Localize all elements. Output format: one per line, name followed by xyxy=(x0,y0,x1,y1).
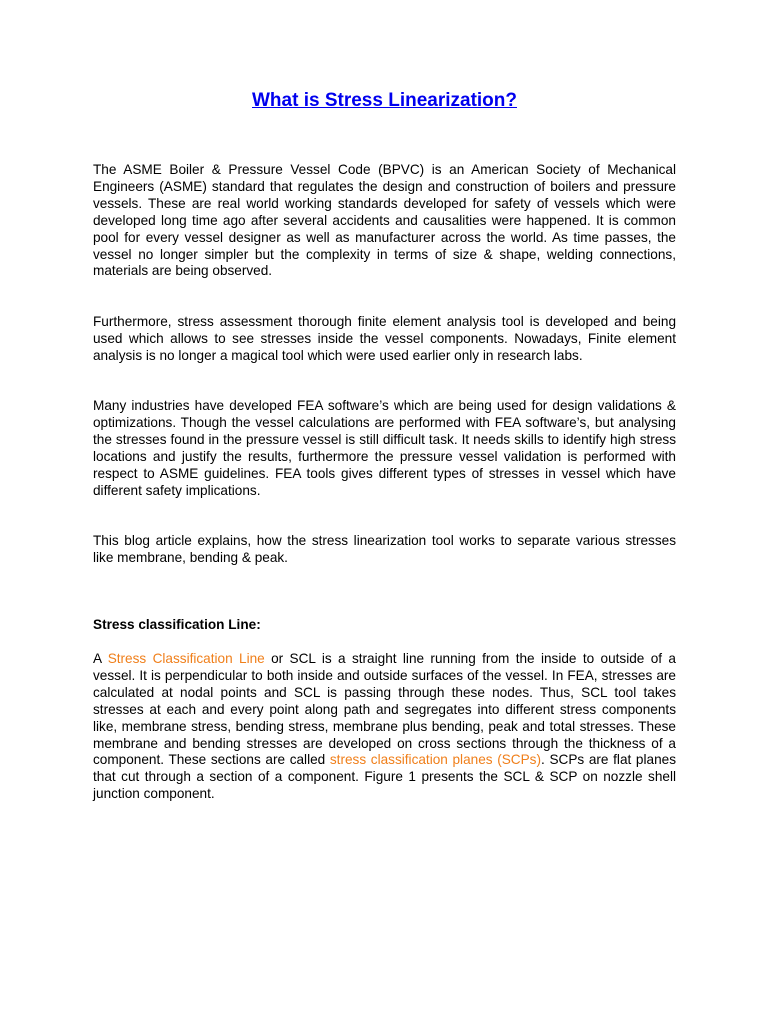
scl-text-c: . SCPs are flat planes that cut through a section of a component. Figure 1 presents the SCL & SCP on nozzle shell junction component. xyxy=(93,752,676,802)
intro-paragraph: The ASME Boiler & Pressure Vessel Code (BPVC) is an American Society of Mechanical Engineers (ASME) standard that regulates the design and construction of boilers and pressure vessels. These are real world working standards developed for safety of vessels which were developed long time ago after several accidents and causalities were happened. It is common pool for every vessel designer as well as manufacturer across the world. As time passes, the vessel no longer simpler but the complexity in terms of size & shape, welding connections, materials are being observed. xyxy=(93,162,676,279)
article-purpose-paragraph: This blog article explains, how the stress linearization tool works to separate various stresses like membrane, bending & peak. xyxy=(93,533,676,565)
scl-text-a: A xyxy=(93,651,108,666)
industries-paragraph: Many industries have developed FEA software’s which are being used for design validations & optimizations. Though the vessel calculations are performed with FEA software’s, but analysing the stresses found in the pressure vessel is still difficult task. It needs skills to identify high stress locations and justify the results, furthermore the pressure vessel validation is performed with respect to ASME guidelines. FEA tools gives different types of stresses in vessel which have different safety implications. xyxy=(93,398,676,498)
page-title xyxy=(93,88,676,114)
stress-classification-line-link[interactable]: Stress Classification Line xyxy=(107,651,265,666)
title-link[interactable]: What is Stress Linearization? xyxy=(252,90,517,111)
scl-paragraph xyxy=(93,651,676,803)
section-heading: Stress classification Line: xyxy=(93,617,261,632)
scl-text-b: or SCL is a straight line running from the inside to outside of a vessel. It is perpendicular to both inside and outside surfaces of the vessel. In FEA, stresses are calculated at nodal points and SCL is passing through these nodes. Thus, SCL tool takes stresses at each and every point along path and segregates into different stress components like, membrane stress, bending stress, membrane plus bending, peak and total stresses. These membrane and bending stresses are developed on cross sections through the thickness of a component. These sections are called xyxy=(93,651,676,768)
fea-paragraph: Furthermore, stress assessment thorough finite element analysis tool is developed and being used which allows to see stresses inside the vessel components. Nowadays, Finite element analysis is no longer a magical tool which were used earlier only in research labs. xyxy=(93,314,676,363)
stress-classification-planes-link[interactable]: stress classification planes (SCPs) xyxy=(329,752,542,768)
